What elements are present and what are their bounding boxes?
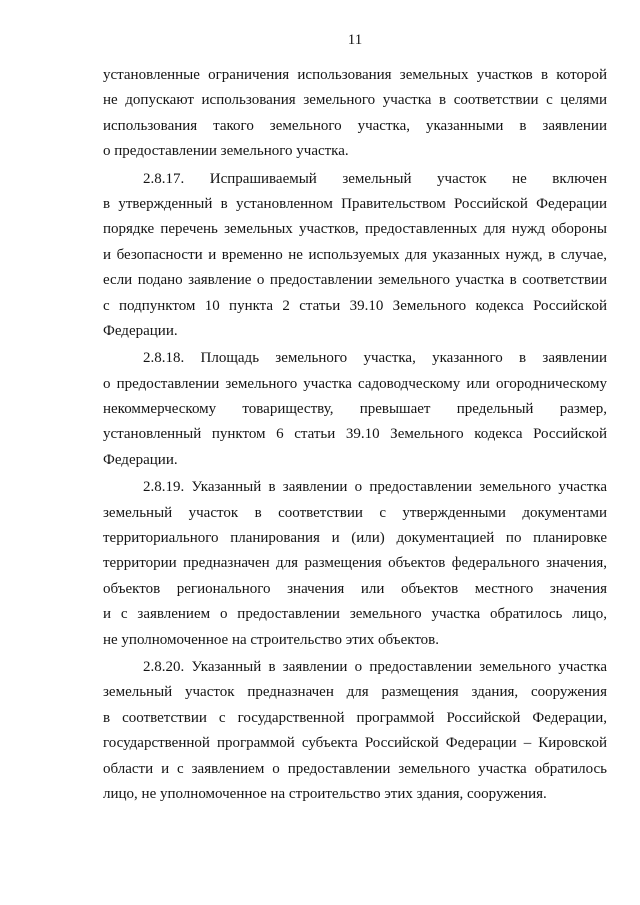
text-line: 2.8.18. Площадь земельного участка, указанного в заявлении	[143, 350, 607, 367]
text-line: о предоставлении земельного участка садоводческому или огородническому	[103, 375, 607, 392]
paragraph-2-8-19	[103, 475, 607, 653]
text-line: объектов регионального значения или объектов местного значения	[103, 580, 607, 597]
paragraph-2-8-20	[103, 655, 607, 807]
text-line: некоммерческому товариществу, превышает предельный размер,	[103, 401, 607, 418]
text-line: 2.8.17. Испрашиваемый земельный участок не включен	[143, 170, 607, 187]
text-line: установленный пунктом 6 статьи 39.10 Земельного кодекса Российской	[103, 426, 607, 443]
text-line: использования такого земельного участка, указанными в заявлении	[103, 117, 607, 134]
text-line: Федерации.	[103, 322, 178, 339]
text-line: и безопасности и временно не используемых для указанных нужд, в случае,	[103, 246, 607, 263]
text-line: области и с заявлением о предоставлении земельного участка обратилось	[103, 760, 607, 777]
document-body	[103, 63, 607, 807]
text-line: не допускают использования земельного участка в соответствии с целями	[103, 92, 607, 109]
text-line: в утвержденный в установленном Правительством Российской Федерации	[103, 195, 607, 212]
text-line: земельный участок предназначен для размещения здания, сооружения	[103, 684, 607, 701]
text-line: порядке перечень земельных участков, предоставленных для нужд обороны	[103, 221, 607, 238]
text-line: лицо, не уполномоченное на строительство этих здания, сооружения.	[103, 785, 547, 802]
paragraph-continuation	[103, 63, 607, 165]
text-line: установленные ограничения использования земельных участков в которой	[103, 67, 607, 83]
text-line: если подано заявление о предоставлении земельного участка в соответствии	[103, 272, 607, 289]
text-line: и с заявлением о предоставлении земельного участка обратилось лицо,	[103, 606, 607, 623]
text-line: 2.8.19. Указанный в заявлении о предоставлении земельного участка	[143, 479, 607, 496]
text-line: земельный участок в соответствии с утвержденными документами	[103, 504, 607, 521]
text-line: в соответствии с государственной программой Российской Федерации,	[103, 709, 607, 726]
paragraph-2-8-17	[103, 167, 607, 345]
text-line: территориального планирования и (или) документацией по планировке	[103, 530, 607, 547]
text-line: государственной программой субъекта Российской Федерации – Кировской	[103, 735, 607, 752]
text-line: о предоставлении земельного участка.	[103, 143, 349, 160]
text-line: Федерации.	[103, 451, 178, 468]
text-line: с подпунктом 10 пункта 2 статьи 39.10 Земельного кодекса Российской	[103, 297, 607, 314]
text-line: территории предназначен для размещения объектов федерального значения,	[103, 555, 607, 572]
page-number: 11	[347, 32, 363, 48]
text-line: не уполномоченное на строительство этих объектов.	[103, 631, 440, 648]
paragraph-2-8-18	[103, 346, 607, 473]
text-line: 2.8.20. Указанный в заявлении о предоставлении земельного участка	[143, 658, 607, 675]
